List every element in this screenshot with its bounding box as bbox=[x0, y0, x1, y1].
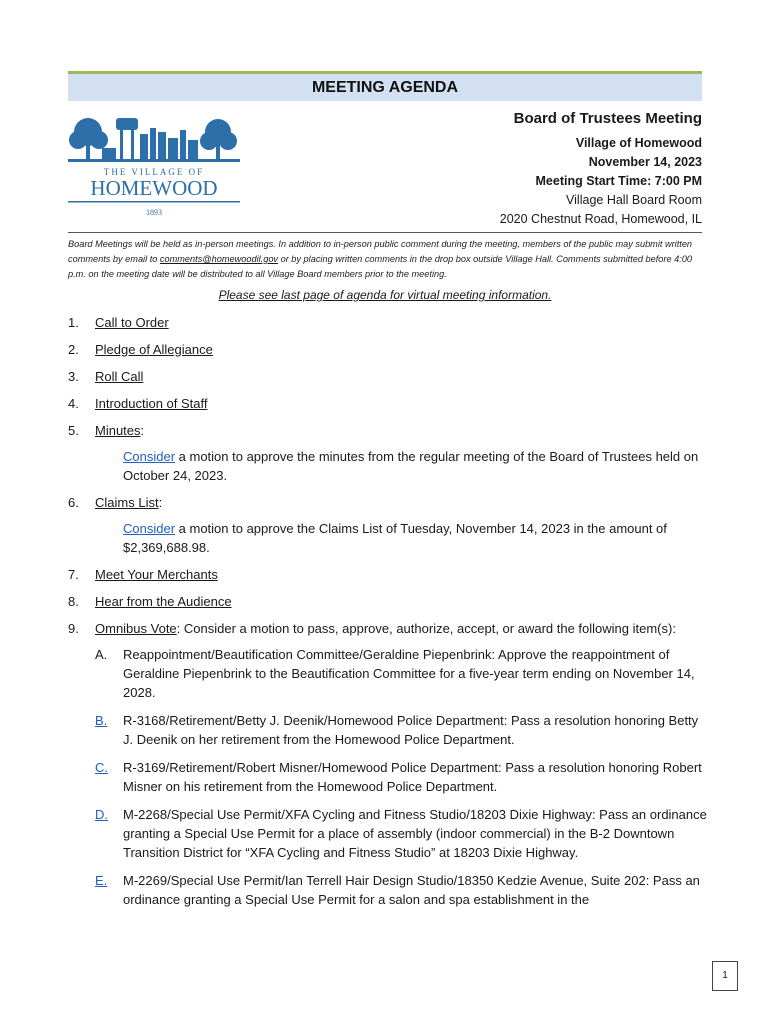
omnibus-item: D. M-2268/Special Use Permit/XFA Cycling and Fitness Studio/18203 Dixie Highway: Pass an ordinance granting a Special Use Permit for a place of assembly (indoor commercial) in the B-2 Downtown Transition District for “XFA Cycling and Fitness Studio” at 18203 Dixie Highway. bbox=[95, 807, 707, 860]
omnibus-item: C. R-3169/Retirement/Robert Misner/Homewood Police Department: Pass a resolution honoring Robert Misner on his retirement from the Homewood Police Department. bbox=[95, 760, 702, 794]
page-number: 1 bbox=[712, 961, 738, 991]
agenda-item-title[interactable]: Meet Your Merchants bbox=[95, 567, 218, 582]
consider-link[interactable]: Consider bbox=[123, 521, 176, 536]
agenda-items bbox=[68, 313, 708, 918]
agenda-item-title[interactable]: Claims List bbox=[95, 495, 159, 510]
agenda-item-title[interactable]: Roll Call bbox=[95, 369, 144, 384]
omnibus-letter: A. bbox=[95, 647, 108, 662]
meeting-notice: Board Meetings will be held as in-person meetings. In addition to in-person public comment during the meeting, members of the public may submit written comments by email to comments@homewoodil.gov or by placing written comments in the drop box outside Village Hall. Comments submitted before 4:00 p.m. on the meeting date will be distributed to all Village Board members prior to the meeting. bbox=[68, 239, 693, 279]
meeting-title: Board of Trustees Meeting bbox=[513, 110, 702, 127]
consider-link[interactable]: Consider bbox=[123, 449, 176, 464]
logo-year: 1893 bbox=[146, 208, 162, 217]
logo-line2: HOMEWOOD bbox=[90, 176, 218, 200]
agenda-item-detail: Consider a motion to approve the minutes from the regular meeting of the Board of Trustees held on October 24, 2023. bbox=[123, 449, 699, 483]
omnibus-letter-link[interactable]: D. bbox=[95, 807, 108, 822]
agenda-item-title[interactable]: Minutes bbox=[95, 423, 141, 438]
agenda-item: 6. Claims List: Consider a motion to approve the Claims List of Tuesday, November 14, 2023 in the amount of $2,369,688.98. bbox=[68, 493, 708, 557]
agenda-banner: MEETING AGENDA bbox=[68, 71, 702, 101]
omnibus-item: B. R-3168/Retirement/Betty J. Deenik/Homewood Police Department: Pass a resolution honoring Betty J. Deenik on her retirement from the Homewood Police Department. bbox=[95, 713, 699, 747]
agenda-item-title[interactable]: Pledge of Allegiance bbox=[95, 342, 213, 357]
meeting-room: Village Hall Board Room bbox=[566, 193, 702, 207]
meeting-start-time: Meeting Start Time: 7:00 PM bbox=[535, 174, 702, 188]
agenda-item-title[interactable]: Hear from the Audience bbox=[95, 594, 232, 609]
agenda-item: 8. Hear from the Audience bbox=[68, 594, 232, 609]
omnibus-item: E. M-2269/Special Use Permit/Ian Terrell Hair Design Studio/18350 Kedzie Avenue, Suite 202: Pass an ordinance granting a Special Use Permit for a salon and spa establishment in the bbox=[95, 873, 700, 907]
agenda-item: 1. Call to Order bbox=[68, 315, 169, 330]
agenda-item: 4. Introduction of Staff bbox=[68, 396, 208, 411]
meeting-date: November 14, 2023 bbox=[588, 155, 702, 169]
agenda-item: 5. Minutes: Consider a motion to approve the minutes from the regular meeting of the Board of Trustees held on October 24, 2023. bbox=[68, 421, 708, 485]
divider bbox=[68, 232, 702, 233]
agenda-item: 9. Omnibus Vote: Consider a motion to pass, approve, authorize, accept, or award the following item(s): A. Reappointment/Beautification Committee/Geraldine Piepenbrink: Approve the reappointment of Geraldine Piepenbrink to the Beautification Committee for a five-year term ending on November 14, 2028. B. R-3168/Retirement/Betty J. Deenik/Homewood Police Department: Pass a resolution honoring Betty J. Deenik on her retirement from the Homewood Police Department. C. R-3169/Retirement/Robert Misner/Homewood Police Department: Pass a resolution honoring Robert Misner on his retirement from the Homewood Police Department. D. M-2268/Special Use Permit/XFA Cycling and Fitness Studio/18203 Dixie Highway: Pass an ordinance granting a Special Use Permit for a place of assembly (indoor commercial) in the B-2 Downtown Transition District for “XFA Cycling and Fitness Studio” at 18203 Dixie Highway. E. M-2269/Special Use Permit/Ian Terrell Hair Design Studio/18350 Kedzie Avenue, Suite 202: Pass an ordinance granting a Special Use Permit for a salon and spa establishment in the bbox=[68, 621, 707, 907]
agenda-item: 7. Meet Your Merchants bbox=[68, 567, 218, 582]
agenda-item-title[interactable]: Call to Order bbox=[95, 315, 169, 330]
omnibus-letter-link[interactable]: E. bbox=[95, 873, 108, 888]
omnibus-letter-link[interactable]: C. bbox=[95, 760, 108, 775]
logo-line1: THE VILLAGE OF bbox=[103, 167, 205, 177]
meeting-info bbox=[500, 108, 702, 229]
omnibus-item: A. Reappointment/Beautification Committee/Geraldine Piepenbrink: Approve the reappointment of Geraldine Piepenbrink to the Beautification Committee for a five-year term ending on November 14, 2028. bbox=[95, 647, 695, 700]
agenda-item-title[interactable]: Introduction of Staff bbox=[95, 396, 208, 411]
agenda-item-detail: Consider a motion to approve the Claims List of Tuesday, November 14, 2023 in the amount of $2,369,688.98. bbox=[123, 521, 667, 555]
omnibus-letter-link[interactable]: B. bbox=[95, 713, 108, 728]
agenda-item: 2. Pledge of Allegiance bbox=[68, 342, 213, 357]
comments-email-link[interactable]: comments@homewoodil.gov bbox=[159, 254, 279, 264]
agenda-item: 3. Roll Call bbox=[68, 369, 144, 384]
meeting-address: 2020 Chestnut Road, Homewood, IL bbox=[499, 212, 702, 226]
meeting-village: Village of Homewood bbox=[575, 136, 702, 150]
homewood-logo bbox=[66, 112, 242, 220]
agenda-item-title[interactable]: Omnibus Vote bbox=[95, 621, 177, 636]
virtual-meeting-note: Please see last page of agenda for virtual meeting information. bbox=[218, 288, 552, 302]
